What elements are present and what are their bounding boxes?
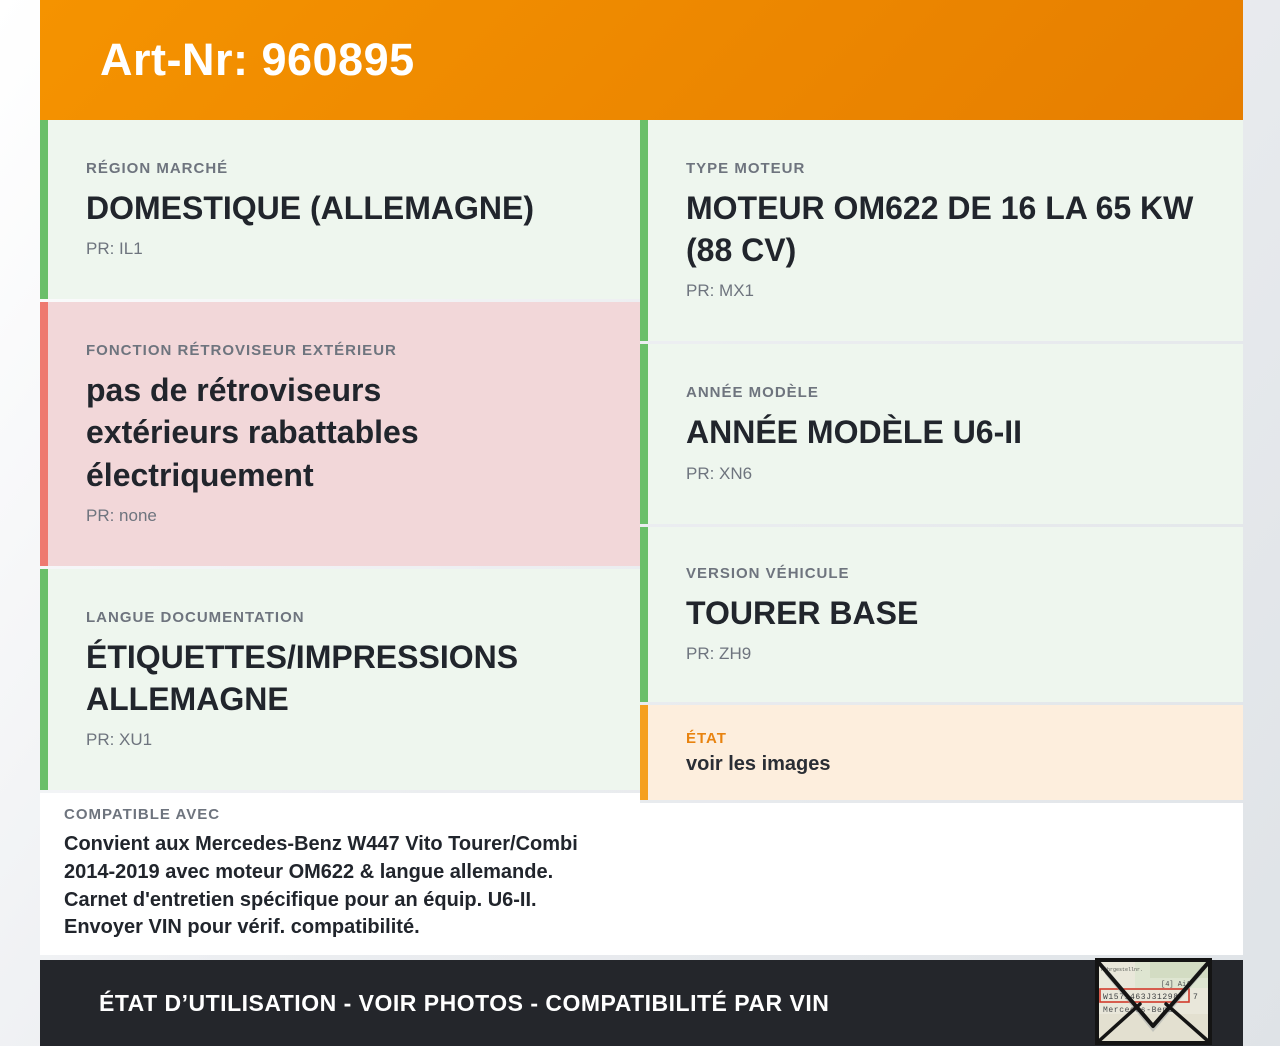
pr-code: PR: none: [86, 505, 157, 525]
pr-code: PR: XU1: [86, 730, 153, 750]
card-etat: [640, 705, 1243, 800]
card-label: LANGUE DOCUMENTATION: [86, 608, 305, 626]
pr-code: PR: XN6: [686, 463, 753, 483]
card-compatible-avec: [40, 793, 640, 955]
card-label: COMPATIBLE AVEC: [64, 806, 221, 824]
card-type-moteur: [640, 120, 1243, 341]
right-column: [640, 120, 1243, 955]
footer-bar: [40, 960, 1243, 1046]
card-label: FONCTION RÉTROVISEUR EXTÉRIEUR: [86, 342, 397, 360]
card-label: ÉTAT: [686, 729, 727, 747]
left-column: [40, 120, 640, 958]
empty-filler-card: [640, 803, 1243, 955]
card-value: DOMESTIQUE (ALLEMAGNE): [86, 189, 534, 226]
brand-text: Mercedes-Benz: [1103, 1006, 1174, 1015]
pr-code: PR: MX1: [686, 281, 755, 301]
document-row-label: [4] AiA: [1161, 981, 1191, 989]
article-number-title: Art-Nr: 960895: [100, 34, 415, 85]
card-label: RÉGION MARCHÉ: [86, 159, 229, 177]
etat-value: voir les images: [686, 752, 831, 775]
card-version-vehicule: [640, 527, 1243, 702]
vin-suffix: 7: [1193, 993, 1198, 1002]
card-region-marche: [40, 120, 640, 299]
compatibility-text: Convient aux Mercedes-Benz W447 Vito Tourer/Combi 2014-2019 avec moteur OM622 & langue allemande. Carnet d'entretien spécifique pour an équip. U6-II. Envoyer VIN pour vérif. compatibilité.: [64, 833, 578, 939]
vin-text: W1571463J31298: [1103, 993, 1179, 1002]
card-value: TOURER BASE: [686, 594, 919, 631]
card-annee-modele: [640, 344, 1243, 524]
card-value: MOTEUR OM622 DE 16 LA 65 KW (88 CV): [686, 189, 1194, 268]
card-value: ÉTIQUETTES/IMPRESSIONS ALLEMAGNE: [86, 638, 519, 717]
card-label: TYPE MOTEUR: [686, 159, 806, 177]
article-header: [40, 0, 1243, 120]
card-label: VERSION VÉHICULE: [686, 564, 850, 582]
pr-code: PR: ZH9: [686, 644, 752, 664]
document-field-label: Fahrgestellnr.: [1101, 967, 1144, 973]
pr-code: PR: IL1: [86, 239, 143, 259]
vin-envelope-image: [1095, 958, 1212, 1045]
card-fonction-retroviseur: [40, 302, 640, 566]
envelope-on-registration-document-icon: [1095, 958, 1212, 1045]
card-value: ANNÉE MODÈLE U6-II: [686, 414, 1023, 451]
card-value: pas de rétroviseurs extérieurs rabattables électriquement: [86, 372, 419, 493]
card-label: ANNÉE MODÈLE: [686, 384, 819, 402]
footer-text: ÉTAT D’UTILISATION - VOIR PHOTOS - COMPATIBILITÉ PAR VIN: [99, 989, 830, 1016]
card-langue-documentation: [40, 569, 640, 790]
